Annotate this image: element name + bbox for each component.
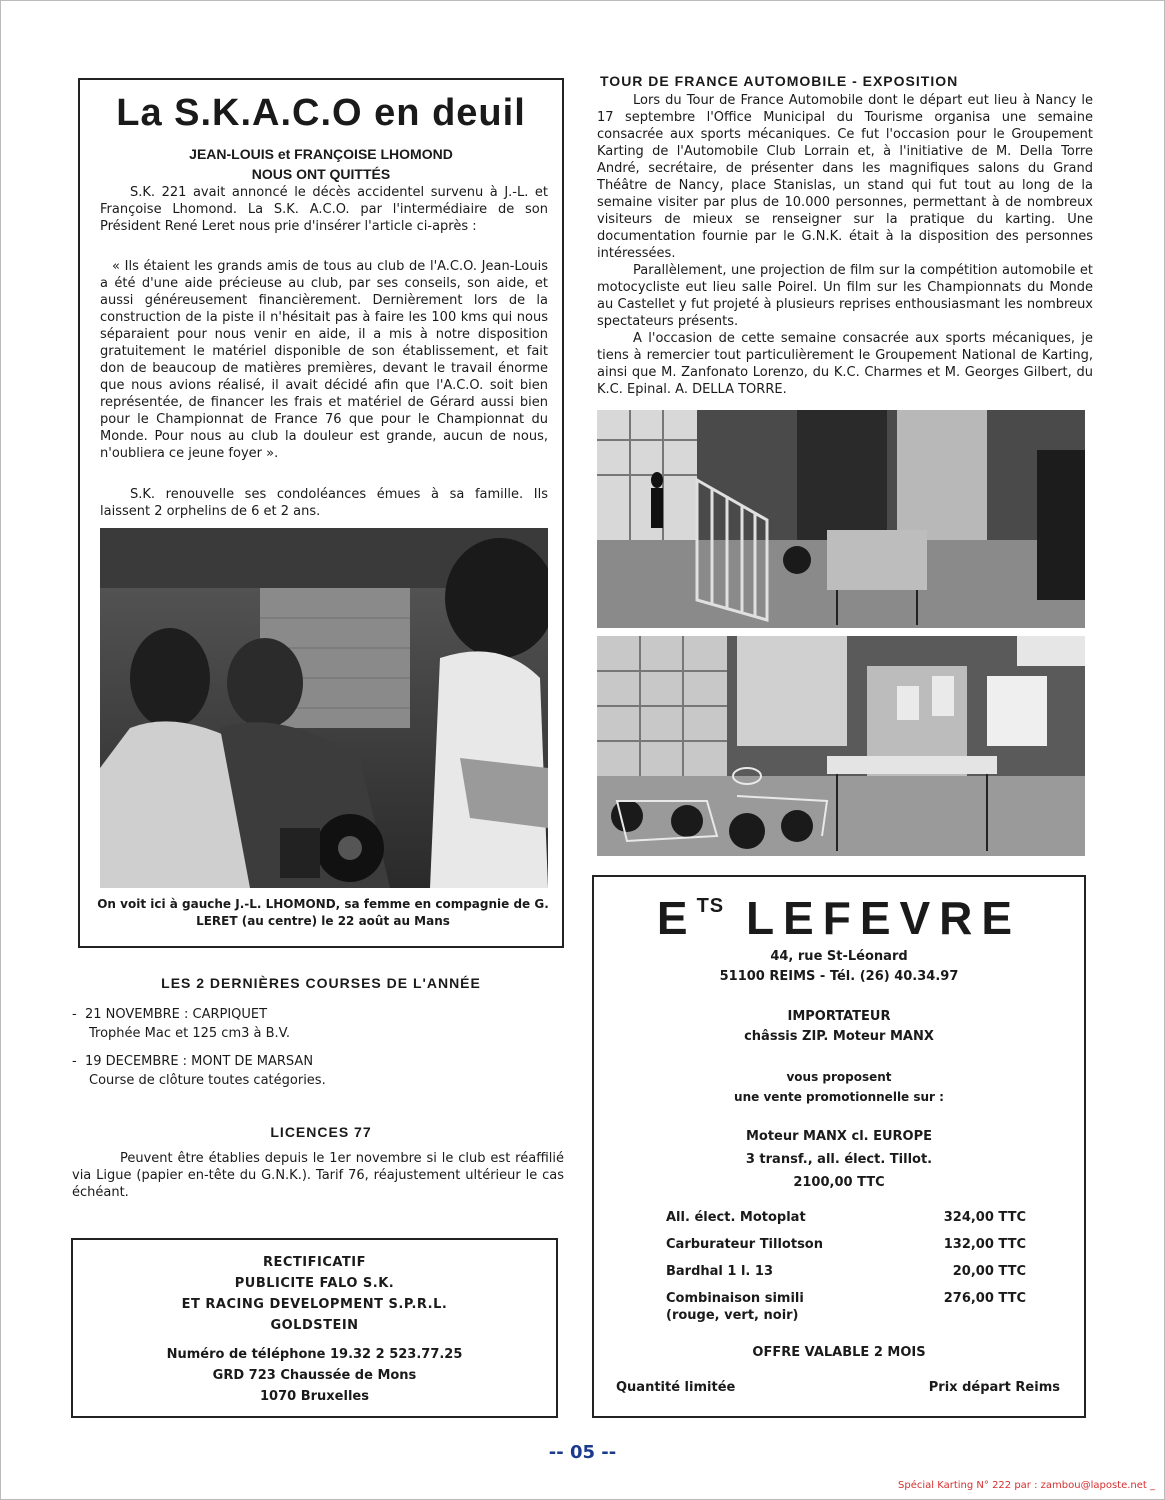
race-item [72, 1005, 552, 1043]
price-name: Bardhal 1 l. 13 [666, 1264, 773, 1279]
footer-credit: Spécial Karting N° 222 par : zambou@laposte.net _ [898, 1480, 1155, 1491]
licences-title: LICENCES 77 [270, 1124, 372, 1140]
brand-name: LEFEVRE [745, 892, 1022, 944]
ad-moteur [594, 1125, 1084, 1194]
skaco-subtitle [80, 144, 562, 184]
ad-importer [594, 1007, 1084, 1047]
expo-photo-hall [597, 410, 1085, 628]
skaco-paragraph-3: S.K. renouvelle ses condoléances émues à sa famille. Ils laissent 2 orphelins de 6 et 2 ans. [100, 487, 548, 519]
skaco-paragraph-1: S.K. 221 avait annoncé le décès accidentel survenu à J.-L. et Françoise Lhomond. La S.K. A.C.O. par l'intermédiaire de son Président René Leret nous prie d'insérer l'article ci-après : [100, 185, 548, 234]
price-name: All. élect. Motoplat [666, 1210, 806, 1225]
licences-text: Peuvent être établies depuis le 1er novembre si le club est réaffilié via Ligue (papier en-tête du G.N.K.). Tarif 76, réajustement ultérieur le cas échéant. [72, 1151, 564, 1200]
page-number: -- 05 -- [548, 1442, 617, 1463]
importer-detail: châssis ZIP. Moteur MANX [744, 1029, 934, 1044]
subtitle-line-1: JEAN-LOUIS et FRANÇOISE LHOMOND [189, 146, 453, 162]
rectificatif-box [71, 1238, 558, 1418]
ad-propose [594, 1067, 1084, 1107]
race-head: 19 DECEMBRE : MONT DE MARSAN [84, 1054, 314, 1069]
brand-sup: TS [696, 895, 725, 917]
rectificatif-contact [73, 1344, 556, 1407]
race-dash: - [72, 1007, 85, 1022]
brand-prefix: E [656, 892, 697, 944]
race-item [72, 1052, 552, 1090]
expo-paragraph-3: A l'occasion de cette semaine consacrée aux sports mécaniques, je tiens à remercier tout particulièrement le Groupement National de Karting, ainsi que M. Zanfonato Lorenzo, du K.C. Charmes et M. Georges Gilbert, du K.C. Epinal. A. DELLA TORRE. [597, 331, 1093, 397]
skaco-photo [100, 528, 548, 888]
rect-street: GRD 723 Chaussée de Mons [212, 1368, 417, 1383]
skaco-article-box [78, 78, 564, 948]
price-name-line-1: Combinaison simili [666, 1291, 804, 1306]
importer-title: IMPORTATEUR [787, 1009, 891, 1024]
expo-paragraph-2: Parallèlement, une projection de film sur la compétition automobile et motocycliste eut lieu salle Poirel. Un film sur les Championnats du Monde au Castellet y fut projeté à plusieurs reprises enthousiasmant les nombreux spectateurs présents. [597, 263, 1093, 329]
rect-line: GOLDSTEIN [270, 1318, 359, 1333]
ad-street: 44, rue St-Léonard [770, 949, 908, 964]
expo-title: TOUR DE FRANCE AUTOMOBILE - EXPOSITION [600, 73, 959, 89]
skaco-paragraph-2: « Ils étaient les grands amis de tous au club de l'A.C.O. Jean-Louis a été d'une aide précieuse au club, par ses conseils, son aide, et aussi généreusement financièrement. Dernièrement lors de la construction de la piste il n'hésitait pas à faire les 100 kms qui nous séparaient pour nous venir en aide, il a mis à notre disposition gratuitement le matériel disponible de son établissement, et fait don de beaucoup de matières premières, devant le travail énorme que nous avions réalisé, il avait décidé afin que l'A.C.O. soit bien représentée, de financer les frais et matériel de Gérard aussi bien pour le Championnat de France 76 que pour le Championnat du Monde. Pour nous au club la douleur est grande, aucun de nous, n'oubliera ce jeune foyer ». [100, 259, 548, 461]
ad-brand [594, 891, 1084, 945]
price-value: 324,00 TTC [943, 1210, 1026, 1225]
moteur-line-1: Moteur MANX cl. EUROPE [745, 1129, 933, 1144]
rect-line: RECTIFICATIF [262, 1255, 367, 1270]
moteur-line-3: 2100,00 TTC [793, 1175, 885, 1190]
ad-price-origin: Prix départ Reims [928, 1380, 1060, 1395]
skaco-title: La S.K.A.C.O en deuil [116, 92, 526, 134]
ad-city-phone: 51100 REIMS - Tél. (26) 40.34.97 [719, 969, 959, 984]
race-head: 21 NOVEMBRE : CARPIQUET [84, 1007, 268, 1022]
ad-price-list [666, 1209, 1026, 1334]
price-row [666, 1290, 1026, 1334]
race-detail: Trophée Mac et 125 cm3 à B.V. [89, 1026, 291, 1041]
price-row [666, 1236, 1026, 1263]
propose-line-2: une vente promotionnelle sur : [734, 1090, 944, 1104]
races-title: LES 2 DERNIÈRES COURSES DE L'ANNÉE [161, 975, 481, 991]
subtitle-line-2: NOUS ONT QUITTÉS [251, 166, 391, 182]
price-name [666, 1290, 896, 1324]
skaco-photo-caption: On voit ici à gauche J.-L. LHOMOND, sa femme en compagnie de G. LERET (au centre) le 22 août au Mans [97, 897, 549, 928]
rect-city: 1070 Bruxelles [260, 1389, 369, 1404]
rect-phone: Numéro de téléphone 19.32 2 523.77.25 [166, 1347, 463, 1362]
race-dash: - [72, 1054, 85, 1069]
price-name-line-2: (rouge, vert, noir) [666, 1308, 799, 1323]
expo-photo-stand [597, 636, 1085, 856]
price-value: 132,00 TTC [943, 1237, 1026, 1252]
rect-line: ET RACING DEVELOPMENT S.P.R.L. [181, 1297, 448, 1312]
rect-line: PUBLICITE FALO S.K. [234, 1276, 395, 1291]
moteur-line-2: 3 transf., all. élect. Tillot. [745, 1152, 933, 1167]
expo-paragraph-1: Lors du Tour de France Automobile dont le départ eut lieu à Nancy le 17 septembre l'Office Municipal du Tourisme organisa une semaine consacrée aux sports mécaniques. Ce fut l'occasion pour le Groupement Karting de l'Automobile Club Lorrain et, à l'initiative de M. Della Torre André, secrétaire, de présenter dans les magnifiques salons du Grand Théâtre de Nancy, place Stanislas, un stand qui fut tout au long de la semaine visiter par plus de 10.000 personnes, permettant à de nombreux visiteurs de mieux se renseigner sur la pratique du karting. Une documentation fournie par le G.N.K. était à la disposition des personnes intéressées. [597, 93, 1093, 261]
ad-offer: OFFRE VALABLE 2 MOIS [752, 1345, 926, 1360]
price-name: Carburateur Tillotson [666, 1237, 823, 1252]
price-value: 276,00 TTC [943, 1291, 1026, 1306]
rectificatif-heading [73, 1252, 556, 1336]
ad-address [594, 947, 1084, 987]
price-row [666, 1263, 1026, 1290]
price-row [666, 1209, 1026, 1236]
race-detail: Course de clôture toutes catégories. [89, 1073, 326, 1088]
price-value: 20,00 TTC [952, 1264, 1026, 1279]
ad-quantity: Quantité limitée [616, 1380, 736, 1395]
propose-line-1: vous proposent [786, 1070, 892, 1084]
lefevre-ad [592, 875, 1086, 1418]
